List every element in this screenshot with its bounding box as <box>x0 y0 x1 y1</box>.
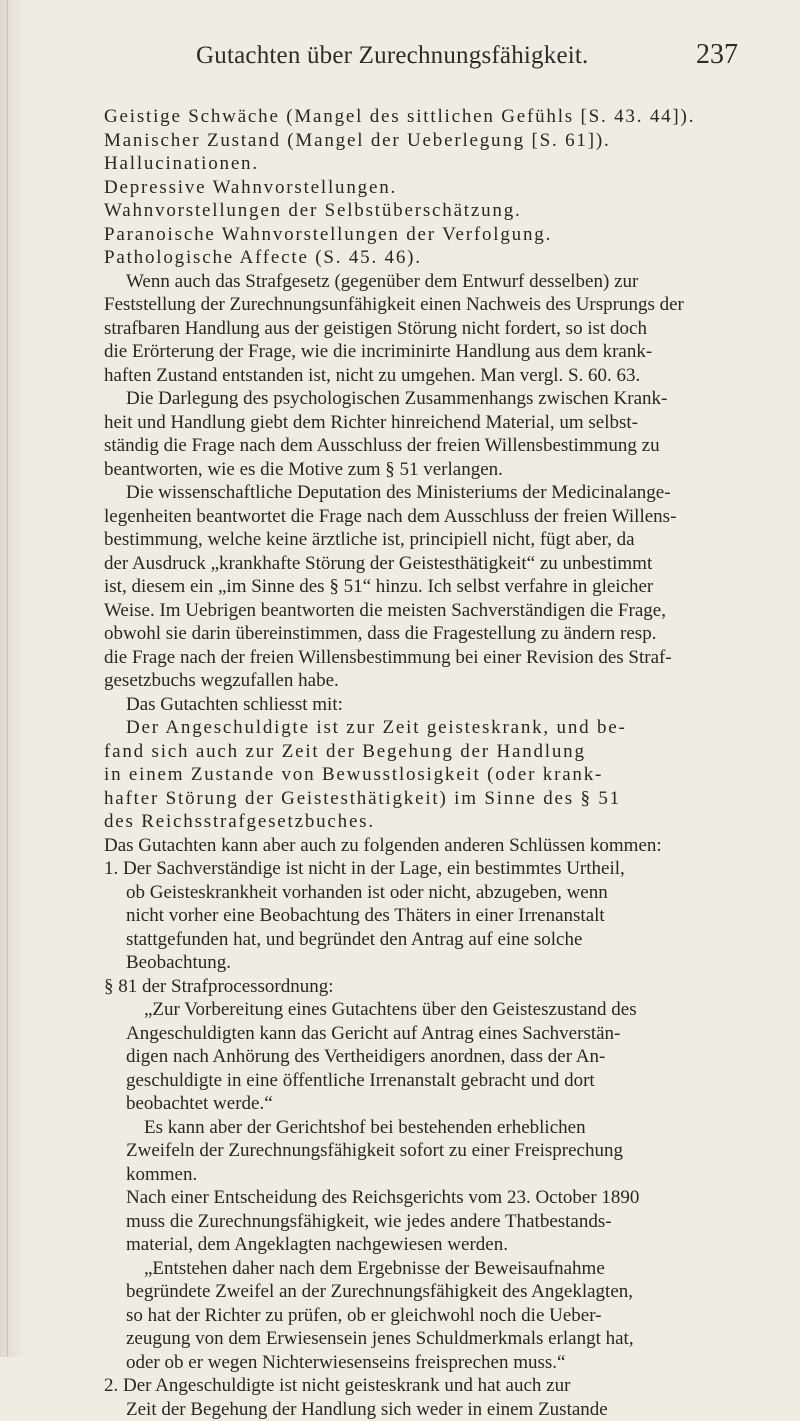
text-line: Das Gutachten kann aber auch zu folgenden anderen Schlüssen kommen: <box>104 834 738 858</box>
text-line: des Reichsstrafgesetzbuches. <box>104 810 738 834</box>
text-line: zeugung von dem Erwiesensein jenes Schuldmerkmals erlangt hat, <box>104 1327 738 1351</box>
text-line: haften Zustand entstanden ist, nicht zu umgehen. Man vergl. S. 60. 63. <box>104 364 738 388</box>
text-line: Die wissenschaftliche Deputation des Ministeriums der Medicinalange- <box>104 481 738 505</box>
text-line: muss die Zurechnungsfähigkeit, wie jedes andere Thatbestands- <box>104 1210 738 1234</box>
text-line: in einem Zustande von Bewusstlosigkeit (oder krank- <box>104 763 738 787</box>
text-line: Geistige Schwäche (Mangel des sittlichen Gefühls [S. 43. 44]). <box>104 105 738 129</box>
text-line: Feststellung der Zurechnungsunfähigkeit einen Nachweis des Ursprungs der <box>104 293 738 317</box>
text-line: Der Angeschuldigte ist zur Zeit geisteskrank, und be- <box>104 716 738 740</box>
text-line: Angeschuldigten kann das Gericht auf Antrag eines Sachverstän- <box>104 1022 738 1046</box>
text-line: der Ausdruck „krankhafte Störung der Geistesthätigkeit“ zu unbestimmt <box>104 552 738 576</box>
text-line: ob Geisteskrankheit vorhanden ist oder nicht, abzugeben, wenn <box>104 881 738 905</box>
body-text <box>104 105 738 1421</box>
book-gutter-shadow <box>0 0 26 1357</box>
text-line: strafbaren Handlung aus der geistigen Störung nicht fordert, so ist doch <box>104 317 738 341</box>
running-title: Gutachten über Zurechnungsfähigkeit. <box>196 42 588 70</box>
text-line: beantworten, wie es die Motive zum § 51 verlangen. <box>104 458 738 482</box>
text-line: begründete Zweifel an der Zurechnungsfähigkeit des Angeklagten, <box>104 1280 738 1304</box>
text-line: § 81 der Strafprocessordnung: <box>104 975 738 999</box>
text-line: material, dem Angeklagten nachgewiesen werden. <box>104 1233 738 1257</box>
text-line: hafter Störung der Geistesthätigkeit) im Sinne des § 51 <box>104 787 738 811</box>
text-line: stattgefunden hat, und begründet den Antrag auf eine solche <box>104 928 738 952</box>
page-number: 237 <box>696 39 738 71</box>
text-line: geschuldigte in eine öffentliche Irrenanstalt gebracht und dort <box>104 1069 738 1093</box>
text-line: Pathologische Affecte (S. 45. 46). <box>104 246 738 270</box>
text-line: oder ob er wegen Nichterwiesenseins freisprechen muss.“ <box>104 1351 738 1375</box>
text-line: heit und Handlung giebt dem Richter hinreichend Material, um selbst- <box>104 411 738 435</box>
text-line: legenheiten beantwortet die Frage nach dem Ausschluss der freien Willens- <box>104 505 738 529</box>
text-line: ständig die Frage nach dem Ausschluss der freien Willensbestimmung zu <box>104 434 738 458</box>
text-line: obwohl sie darin übereinstimmen, dass die Fragestellung zu ändern resp. <box>104 622 738 646</box>
text-line: so hat der Richter zu prüfen, ob er gleichwohl noch die Ueber- <box>104 1304 738 1328</box>
page-header <box>104 42 738 84</box>
text-line: „Zur Vorbereitung eines Gutachtens über den Geisteszustand des <box>104 998 738 1022</box>
text-line: Manischer Zustand (Mangel der Ueberlegung [S. 61]). <box>104 129 738 153</box>
text-line: die Frage nach der freien Willensbestimmung bei einer Revision des Straf- <box>104 646 738 670</box>
text-line: gesetzbuchs wegzufallen habe. <box>104 669 738 693</box>
text-line: Es kann aber der Gerichtshof bei bestehenden erheblichen <box>104 1116 738 1140</box>
text-line: Beobachtung. <box>104 951 738 975</box>
text-line: Das Gutachten schliesst mit: <box>104 693 738 717</box>
text-line: Zweifeln der Zurechnungsfähigkeit sofort zu einer Freisprechung <box>104 1139 738 1163</box>
text-line: fand sich auch zur Zeit der Begehung der Handlung <box>104 740 738 764</box>
text-line: Weise. Im Uebrigen beantworten die meisten Sachverständigen die Frage, <box>104 599 738 623</box>
text-line: Depressive Wahnvorstellungen. <box>104 176 738 200</box>
text-line: 2. Der Angeschuldigte ist nicht geisteskrank und hat auch zur <box>104 1374 738 1398</box>
text-line: die Erörterung der Frage, wie die incriminirte Handlung aus dem krank- <box>104 340 738 364</box>
text-line: Hallucinationen. <box>104 152 738 176</box>
text-line: kommen. <box>104 1163 738 1187</box>
text-line: digen nach Anhörung des Vertheidigers anordnen, dass der An- <box>104 1045 738 1069</box>
text-line: Nach einer Entscheidung des Reichsgerichts vom 23. October 1890 <box>104 1186 738 1210</box>
text-line: Wahnvorstellungen der Selbstüberschätzung. <box>104 199 738 223</box>
text-line: Zeit der Begehung der Handlung sich weder in einem Zustande <box>104 1398 738 1421</box>
text-line: Die Darlegung des psychologischen Zusammenhangs zwischen Krank- <box>104 387 738 411</box>
text-line: Paranoische Wahnvorstellungen der Verfolgung. <box>104 223 738 247</box>
text-line: „Entstehen daher nach dem Ergebnisse der Beweisaufnahme <box>104 1257 738 1281</box>
text-line: ist, diesem ein „im Sinne des § 51“ hinzu. Ich selbst verfahre in gleicher <box>104 575 738 599</box>
text-line: bestimmung, welche keine ärztliche ist, principiell nicht, fügt aber, da <box>104 528 738 552</box>
text-line: beobachtet werde.“ <box>104 1092 738 1116</box>
text-line: nicht vorher eine Beobachtung des Thäters in einer Irrenanstalt <box>104 904 738 928</box>
text-line: 1. Der Sachverständige ist nicht in der Lage, ein bestimmtes Urtheil, <box>104 857 738 881</box>
text-line: Wenn auch das Strafgesetz (gegenüber dem Entwurf desselben) zur <box>104 270 738 294</box>
